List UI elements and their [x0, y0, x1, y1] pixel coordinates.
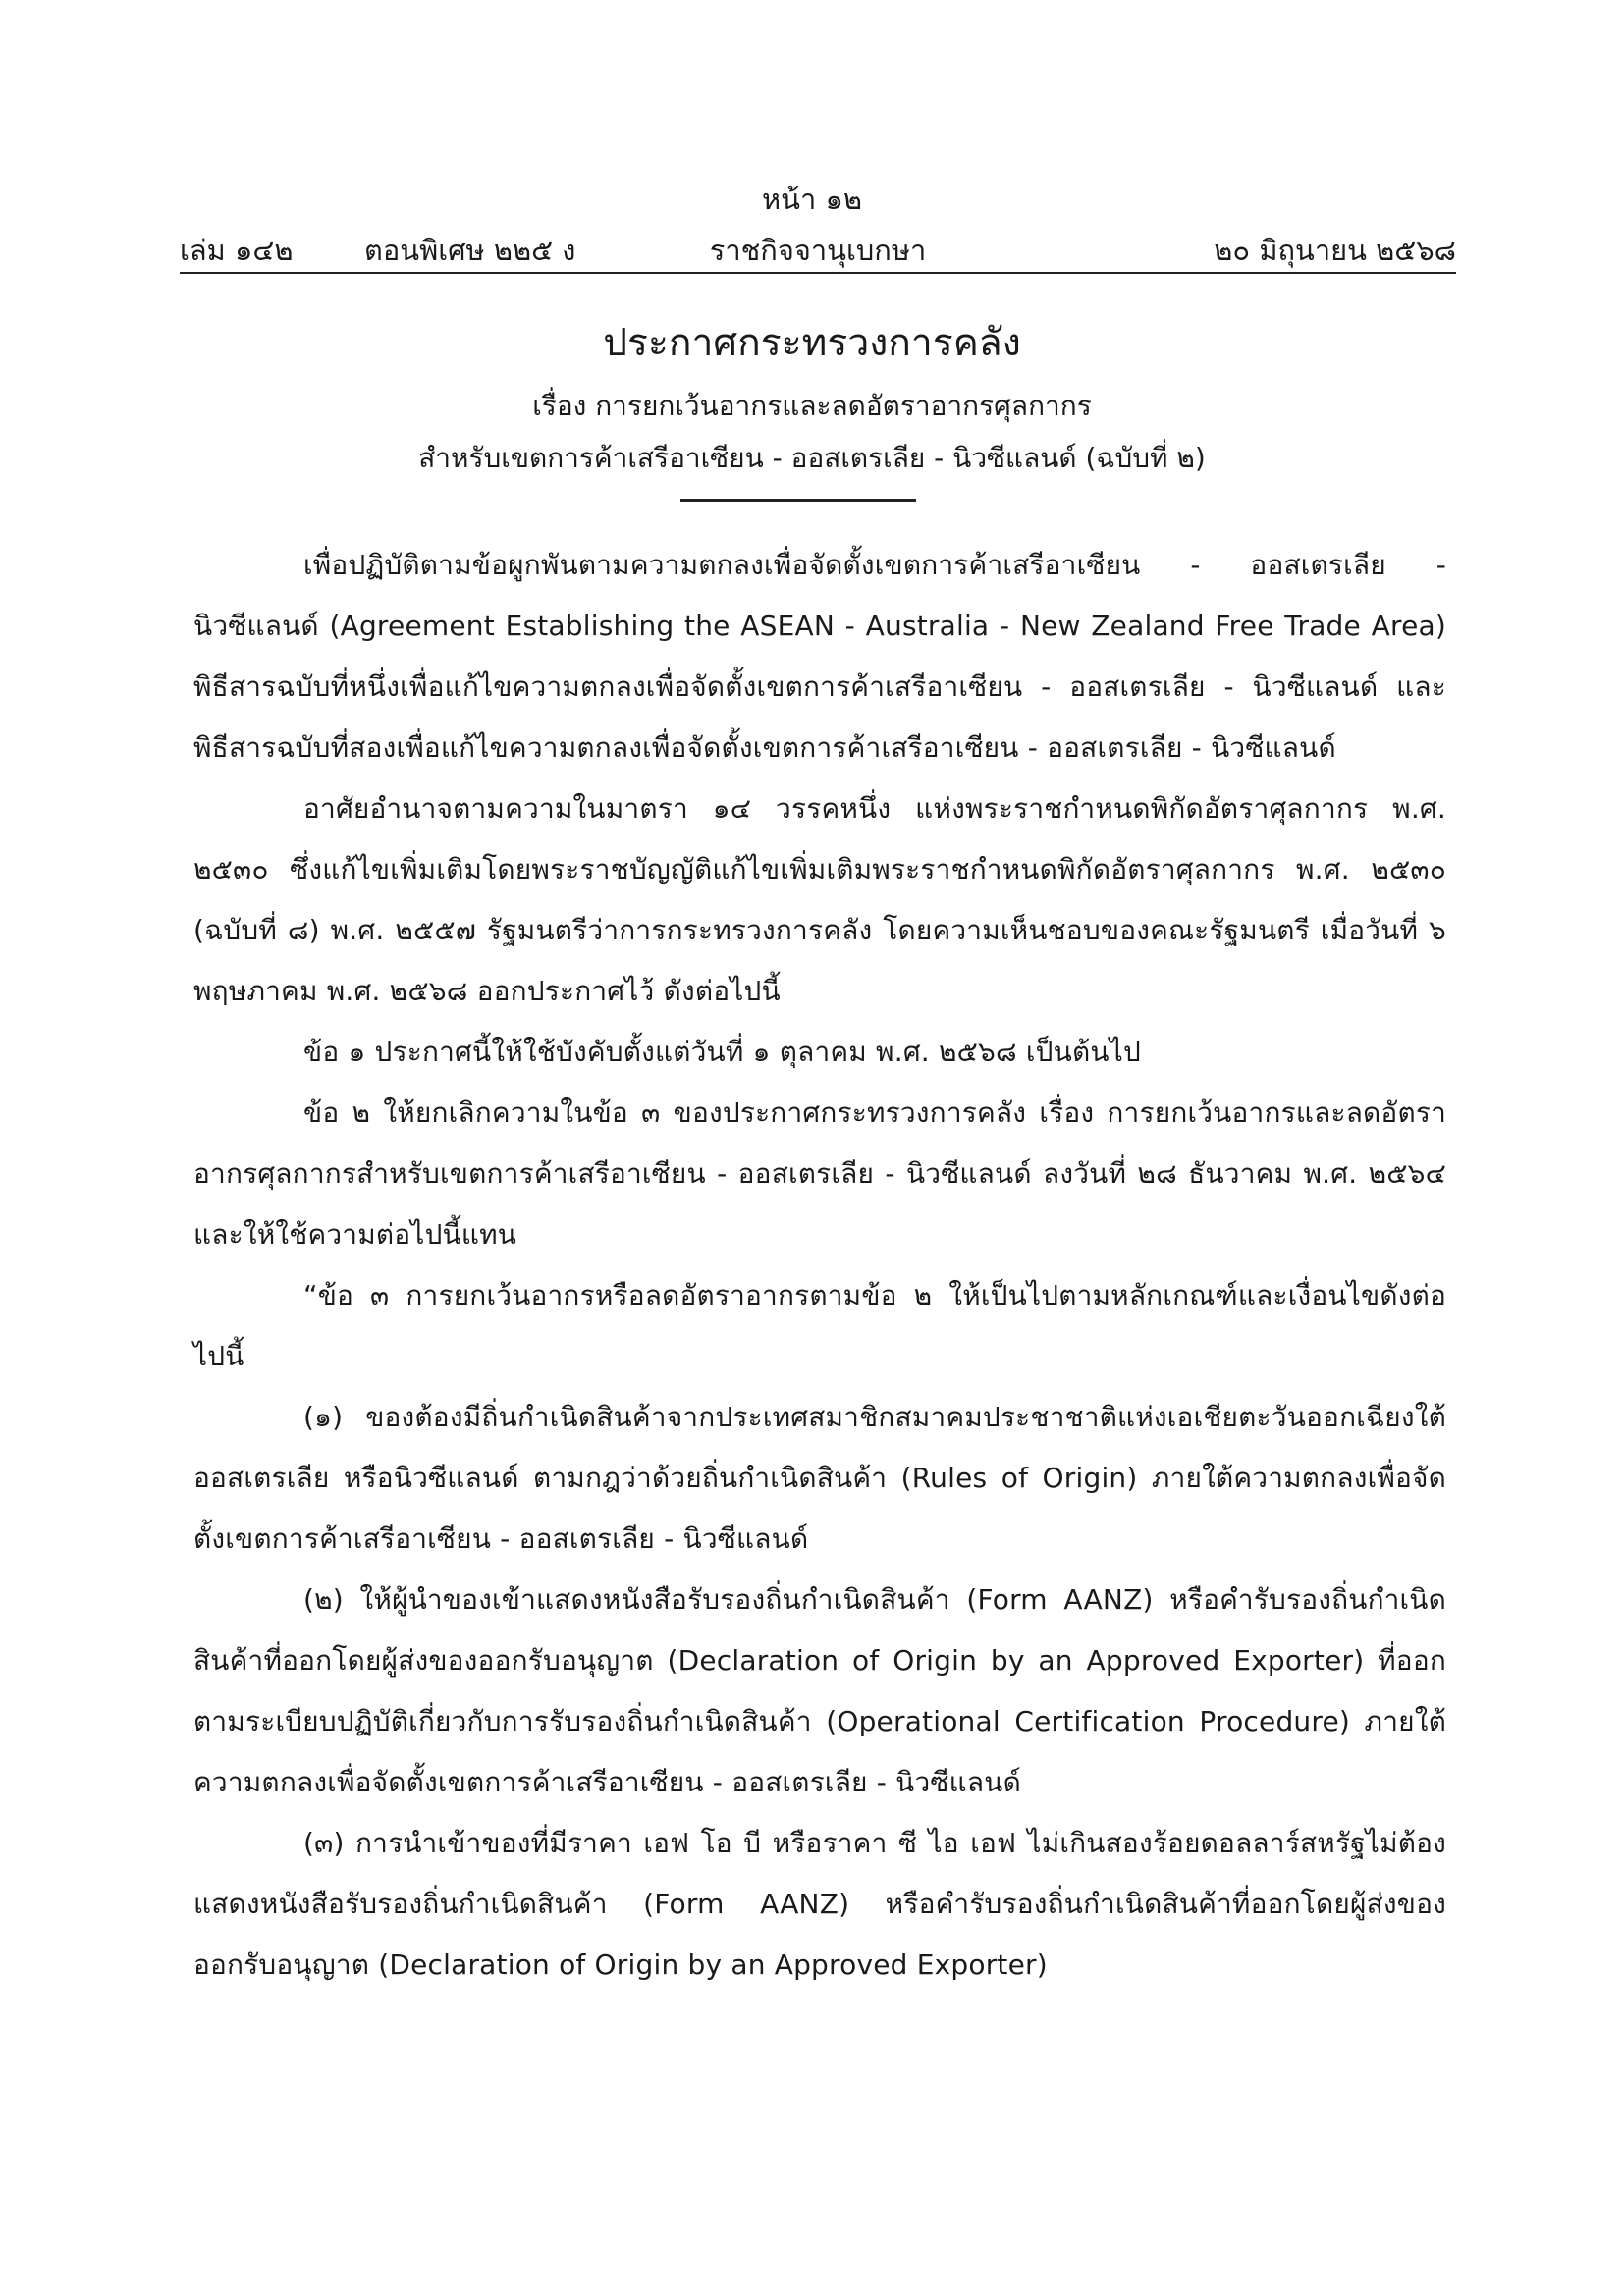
paragraph-item-1: (๑) ของต้องมีถิ่นกำเนิดสินค้าจากประเทศสมาชิกสมาคมประชาชาติแห่งเอเชียตะวันออกเฉียงใต้ ออสเตรเลีย หรือนิวซีแลนด์ ตามกฎว่าด้วยถิ่นกำเนิดสินค้า (Rules of Origin) ภายใต้ความตกลงเพื่อจัดตั้งเขตการค้าเสรีอาเซียน - ออสเตรเลีย - นิวซีแลนด์ — [193, 1401, 1446, 1555]
document-title: ประกาศกระทรวงการคลัง — [603, 321, 1021, 365]
subject-line-2: สำหรับเขตการค้าเสรีอาเซียน - ออสเตรเลีย - นิวซีแลนด์ (ฉบับที่ ๒) — [418, 442, 1206, 474]
publication-date: ๒๐ มิถุนายน ๒๕๖๘ — [1214, 234, 1456, 267]
document-body — [193, 535, 1446, 1996]
gazette-header — [180, 228, 1456, 269]
paragraph-clause-2: ข้อ ๒ ให้ยกเลิกความในข้อ ๓ ของประกาศกระทรวงการคลัง เรื่อง การยกเว้นอากรและลดอัตราอากรศุลกากรสำหรับเขตการค้าเสรีอาเซียน - ออสเตรเลีย - นิวซีแลนด์ ลงวันที่ ๒๘ ธันวาคม พ.ศ. ๒๕๖๔ และให้ใช้ความต่อไปนี้แทน — [193, 1096, 1446, 1251]
paragraph-preamble: เพื่อปฏิบัติตามข้อผูกพันตามความตกลงเพื่อจัดตั้งเขตการค้าเสรีอาเซียน - ออสเตรเลีย - นิวซีแลนด์ (Agreement Establishing the ASEAN - Australia - New Zealand Free Trade Area) พิธีสารฉบับที่หนึ่งเพื่อแก้ไขความตกลงเพื่อจัดตั้งเขตการค้าเสรีอาเซียน - ออสเตรเลีย - นิวซีแลนด์ และพิธีสารฉบับที่สองเพื่อแก้ไขความตกลงเพื่อจัดตั้งเขตการค้าเสรีอาเซียน - ออสเตรเลีย - นิวซีแลนด์ — [193, 549, 1446, 764]
paragraph-authority: อาศัยอำนาจตามความในมาตรา ๑๔ วรรคหนึ่ง แห่งพระราชกำหนดพิกัดอัตราศุลกากร พ.ศ. ๒๕๓๐ ซึ่งแก้ไขเพิ่มเติมโดยพระราชบัญญัติแก้ไขเพิ่มเติมพระราชกำหนดพิกัดอัตราศุลกากร พ.ศ. ๒๕๓๐ (ฉบับที่ ๘) พ.ศ. ๒๕๕๗ รัฐมนตรีว่าการกระทรวงการคลัง โดยความเห็นชอบของคณะรัฐมนตรี เมื่อวันที่ ๖ พฤษภาคม พ.ศ. ๒๕๖๘ ออกประกาศไว้ ดังต่อไปนี้ — [193, 792, 1446, 1007]
paragraph-item-2: (๒) ให้ผู้นำของเข้าแสดงหนังสือรับรองถิ่นกำเนิดสินค้า (Form AANZ) หรือคำรับรองถิ่นกำเนิดสินค้าที่ออกโดยผู้ส่งของออกรับอนุญาต (Declaration of Origin by an Approved Exporter) ที่ออกตามระเบียบปฏิบัติเกี่ยวกับการรับรองถิ่นกำเนิดสินค้า (Operational Certification Procedure) ภายใต้ความตกลงเพื่อจัดตั้งเขตการค้าเสรีอาเซียน - ออสเตรเลีย - นิวซีแลนด์ — [193, 1583, 1446, 1798]
gazette-name: ราชกิจจานุเบกษา — [709, 234, 927, 267]
subject-line-1: เรื่อง การยกเว้นอากรและลดอัตราอากรศุลกากร — [532, 390, 1092, 422]
title-underline — [680, 499, 916, 502]
paragraph-item-3: (๓) การนำเข้าของที่มีราคา เอฟ โอ บี หรือราคา ซี ไอ เอฟ ไม่เกินสองร้อยดอลลาร์สหรัฐไม่ต้องแสดงหนังสือรับรองถิ่นกำเนิดสินค้า (Form AANZ) หรือคำรับรองถิ่นกำเนิดสินค้าที่ออกโดยผู้ส่งของออกรับอนุญาต (Declaration of Origin by an Approved Exporter) — [193, 1827, 1446, 1981]
paragraph-clause-1: ข้อ ๑ ประกาศนี้ให้ใช้บังคับตั้งแต่วันที่ ๑ ตุลาคม พ.ศ. ๒๕๖๘ เป็นต้นไป — [303, 1036, 1141, 1068]
volume-label: เล่ม ๑๔๒ — [180, 234, 294, 267]
paragraph-clause-3: “ข้อ ๓ การยกเว้นอากรหรือลดอัตราอากรตามข้อ ๒ ให้เป็นไปตามหลักเกณฑ์และเงื่อนไขดังต่อไปนี้ — [193, 1279, 1446, 1372]
header-divider — [180, 272, 1456, 274]
page-number: หน้า ๑๒ — [762, 183, 862, 216]
issue-label: ตอนพิเศษ ๒๒๕ ง — [364, 234, 576, 267]
